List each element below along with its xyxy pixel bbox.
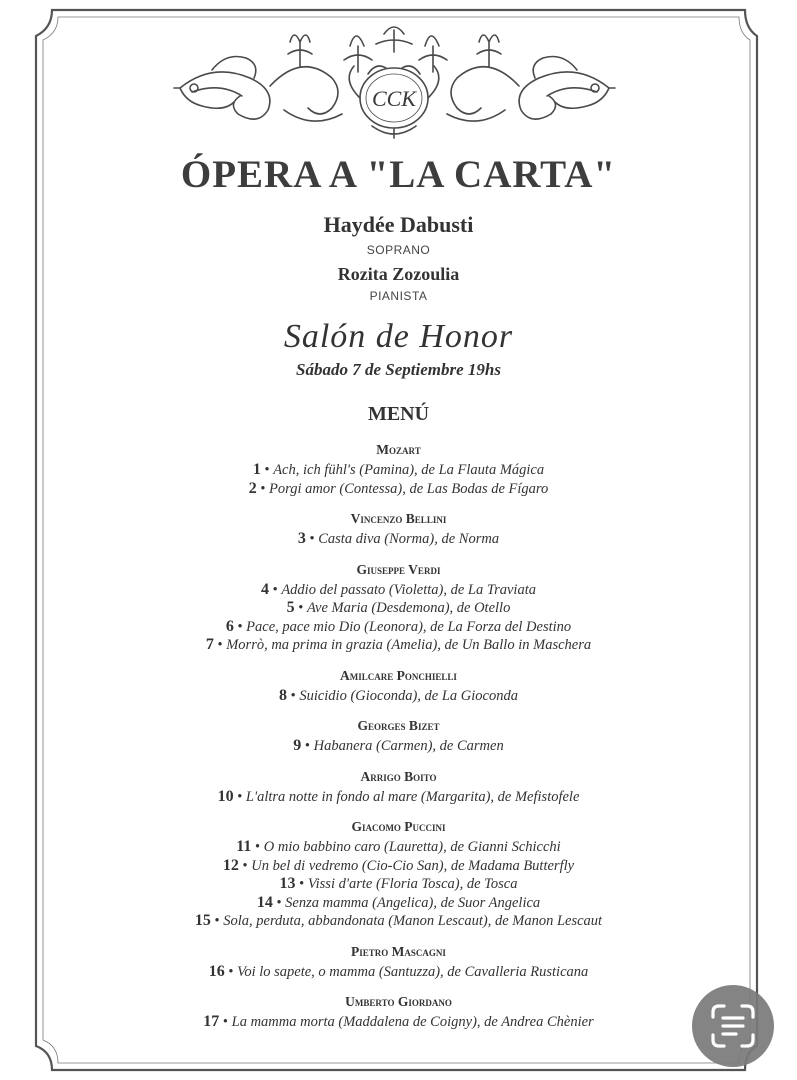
composer-heading: Umberto Giordano bbox=[345, 994, 452, 1009]
program-item bbox=[0, 875, 797, 894]
composer-heading: Pietro Mascagni bbox=[351, 943, 446, 959]
program-item bbox=[0, 912, 797, 931]
program-list bbox=[0, 441, 797, 1032]
bullet: • bbox=[260, 480, 266, 497]
program-item bbox=[0, 737, 797, 756]
program-item bbox=[0, 894, 797, 913]
program-item bbox=[0, 461, 797, 480]
bullet: • bbox=[237, 788, 243, 805]
program-item-title: Ave Maria (Desdemona), de Otello bbox=[306, 600, 511, 616]
page-title: ÓPERA A "LA CARTA" bbox=[180, 153, 617, 196]
composer-heading: Giacomo Puccini bbox=[351, 819, 446, 834]
program-item-number: 12 bbox=[222, 856, 239, 874]
composer-heading: Mozart bbox=[376, 442, 421, 457]
program-item-number: 16 bbox=[208, 962, 225, 980]
composer-heading: Giuseppe Verdi bbox=[356, 561, 441, 577]
program-item-number: 2 bbox=[248, 479, 257, 497]
bullet: • bbox=[255, 839, 261, 855]
performer-role: SOPRANO bbox=[366, 243, 431, 257]
ornament-logo bbox=[172, 22, 617, 140]
program-item-number: 9 bbox=[293, 737, 302, 754]
bullet: • bbox=[217, 637, 223, 653]
bullet: • bbox=[299, 876, 305, 892]
bullet: • bbox=[276, 894, 282, 911]
program-item-title: Suicidio (Gioconda), de La Gioconda bbox=[299, 687, 518, 704]
bullet: • bbox=[272, 581, 278, 598]
program-item-number: 5 bbox=[286, 599, 295, 616]
program-item-title: L'altra notte in fondo al mare (Margarita), de Mefistofele bbox=[245, 788, 580, 805]
program-item bbox=[0, 618, 797, 637]
bullet: • bbox=[298, 600, 304, 616]
event-date: Sábado 7 de Septiembre 19hs bbox=[296, 360, 501, 379]
monogram-text: CCK bbox=[371, 86, 417, 111]
program-item-number: 13 bbox=[279, 875, 296, 892]
program-item bbox=[0, 687, 797, 706]
bullet: • bbox=[237, 618, 243, 635]
program-item-title: Addio del passato (Violetta), de La Traviata bbox=[281, 581, 536, 598]
composer-heading: Amilcare Ponchielli bbox=[340, 667, 457, 683]
program-item-title: Casta diva (Norma), de Norma bbox=[318, 531, 500, 547]
program-item bbox=[0, 480, 797, 499]
program-item-number: 15 bbox=[194, 912, 211, 929]
composer-heading: Arrigo Boito bbox=[360, 768, 437, 784]
program-item bbox=[0, 636, 797, 655]
bullet: • bbox=[309, 531, 315, 547]
program-item-title: Voi lo sapete, o mamma (Santuzza), de Cavalleria Rusticana bbox=[237, 963, 589, 980]
bullet: • bbox=[264, 462, 270, 478]
text-scan-button[interactable] bbox=[692, 985, 774, 1067]
program-item-number: 7 bbox=[205, 636, 214, 653]
program-item-title: Pace, pace mio Dio (Leonora), de La Forza del Destino bbox=[246, 618, 572, 635]
bullet: • bbox=[214, 913, 220, 929]
program-item bbox=[0, 530, 797, 549]
program-item-number: 6 bbox=[225, 617, 234, 635]
program-item bbox=[0, 788, 797, 807]
program-item bbox=[0, 599, 797, 618]
program-item bbox=[0, 838, 797, 857]
program-item-title: Senza mamma (Angelica), de Suor Angelica bbox=[285, 894, 541, 911]
venue-name: Salón de Honor bbox=[283, 318, 514, 355]
program-item-number: 17 bbox=[203, 1013, 220, 1030]
bullet: • bbox=[290, 687, 296, 704]
performer-role: PIANISTA bbox=[369, 289, 428, 303]
program-item-title: Vissi d'arte (Floria Tosca), de Tosca bbox=[307, 876, 518, 892]
program-item bbox=[0, 963, 797, 982]
program-item-title: Sola, perduta, abbandonata (Manon Lescaut), de Manon Lescaut bbox=[223, 913, 603, 929]
program-item-number: 3 bbox=[297, 530, 306, 547]
bullet: • bbox=[242, 857, 248, 874]
program-item-title: La mamma morta (Maddalena de Coigny), de Andrea Chènier bbox=[231, 1014, 594, 1030]
program-item-number: 14 bbox=[256, 893, 273, 911]
program-item-title: O mio babbino caro (Lauretta), de Gianni Schicchi bbox=[263, 839, 561, 855]
menu-heading: MENÚ bbox=[367, 403, 430, 425]
program-item-title: Un bel di vedremo (Cio-Cio San), de Madama Butterfly bbox=[251, 857, 575, 874]
bullet: • bbox=[304, 738, 310, 754]
program-item bbox=[0, 1013, 797, 1032]
program-item-number: 11 bbox=[236, 838, 252, 855]
program-item-title: Habanera (Carmen), de Carmen bbox=[313, 738, 504, 754]
program-item-title: Porgi amor (Contessa), de Las Bodas de Fígaro bbox=[269, 480, 549, 497]
composer-heading: Georges Bizet bbox=[357, 718, 440, 733]
composer-heading: Vincenzo Bellini bbox=[350, 511, 447, 526]
bullet: • bbox=[222, 1014, 228, 1030]
program-item-number: 1 bbox=[252, 461, 261, 478]
text-scan-icon bbox=[710, 1003, 756, 1049]
program-item bbox=[0, 581, 797, 600]
performer-name: Rozita Zozoulia bbox=[337, 264, 460, 284]
performer-name: Haydée Dabusti bbox=[323, 212, 474, 237]
program-item-number: 4 bbox=[260, 580, 269, 598]
program-item-number: 10 bbox=[217, 787, 234, 805]
program-item bbox=[0, 857, 797, 876]
bullet: • bbox=[228, 963, 234, 980]
program-item-title: Ach, ich fühl's (Pamina), de La Flauta Mágica bbox=[273, 462, 545, 478]
program-item-number: 8 bbox=[278, 686, 287, 704]
program-item-title: Morrò, ma prima in grazia (Amelia), de Un Ballo in Maschera bbox=[226, 637, 592, 653]
